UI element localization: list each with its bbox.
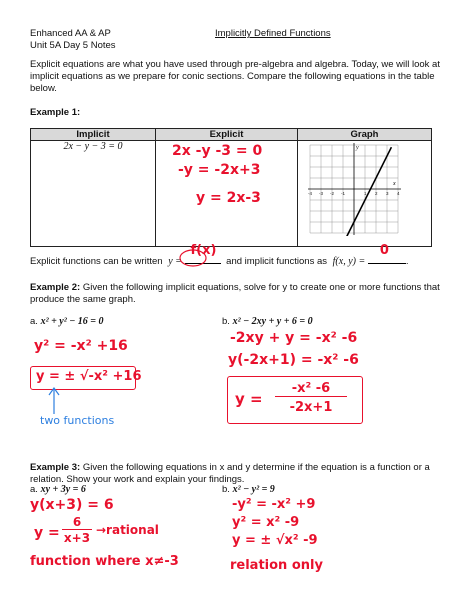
example3a-label: a.	[30, 484, 38, 495]
example3b-equation: x² − y² = 9	[232, 484, 275, 495]
example3a-y: y =	[34, 525, 60, 541]
example2a-answer: y = ± √-x² +16	[36, 369, 142, 384]
answer1: f(x)	[190, 243, 217, 258]
course-name: Enhanced AA & AP	[30, 28, 111, 39]
example2b-answer-lhs: y =	[235, 390, 263, 408]
example1-label: Example 1:	[30, 107, 81, 118]
x-tick: 3	[386, 191, 389, 196]
arrow-icon	[44, 386, 64, 416]
answer2: 0	[379, 243, 389, 258]
example2a-step1: y² = -x² +16	[34, 338, 128, 354]
page-title: Implicitly Defined Functions	[215, 28, 331, 39]
example3a-rational: →rational	[96, 523, 159, 537]
two-functions-note: two functions	[40, 414, 115, 427]
example3-text	[30, 462, 440, 486]
example3a-step1: y(x+3) = 6	[30, 497, 114, 513]
example3a-conclusion: function where x≠-3	[30, 554, 179, 569]
example3b-label: b.	[222, 484, 230, 495]
example3-instructions: Given the following equations in x and y determine if the equation is a function or a relation. Show your work and explain your findings.	[30, 462, 430, 485]
unit-label: Unit 5A Day 5 Notes	[30, 40, 116, 51]
example3-label: Example 3:	[30, 462, 81, 473]
example3b-conclusion: relation only	[230, 558, 323, 573]
x-tick: -4	[308, 191, 313, 196]
example2a-label: a.	[30, 316, 38, 327]
col-implicit: Implicit	[31, 129, 156, 141]
sentence-part2: and implicit functions as	[226, 256, 328, 267]
example3b-step3: y = ± √x² -9	[232, 533, 318, 548]
example3b-step1: -y² = -x² +9	[232, 497, 316, 512]
example3b-step2: y² = x² -9	[232, 515, 300, 530]
example2b	[222, 316, 313, 328]
example3a	[30, 484, 86, 496]
y-equals: y =	[168, 256, 182, 267]
example2a	[30, 316, 103, 328]
fxy-equals: f(x, y) =	[332, 256, 366, 267]
example2b-answer-den: -2x+1	[289, 400, 333, 415]
sentence-part1: Explicit functions can be written	[30, 256, 163, 267]
example3a-equation: xy + 3y = 6	[40, 484, 86, 495]
explicit-step-2: -y = -2x+3	[178, 162, 261, 178]
example1-graph	[306, 141, 402, 236]
col-graph: Graph	[298, 129, 432, 141]
x-tick: -1	[341, 191, 346, 196]
y-axis-label: y	[356, 145, 359, 151]
x-tick: 1	[364, 191, 367, 196]
x-tick: -3	[319, 191, 324, 196]
intro-paragraph: Explicit equations are what you have used through pre-algebra and algebra. Today, we will look at implicit equations as we prepare for conic sections. Compare the following equations in the table below.	[30, 59, 440, 94]
example2-text	[30, 282, 440, 306]
example2-label: Example 2:	[30, 282, 81, 293]
x-tick: 2	[375, 191, 378, 196]
x-tick: -2	[330, 191, 335, 196]
example2a-equation: x² + y² − 16 = 0	[40, 316, 104, 327]
answer1-circle	[178, 248, 208, 268]
col-explicit: Explicit	[156, 129, 298, 141]
example2b-label: b.	[222, 316, 230, 327]
implicit-cell	[31, 141, 156, 247]
implicit-equation: 2x − y − 3 = 0	[63, 141, 123, 152]
example3a-den: x+3	[63, 531, 91, 545]
explicit-sentence: Explicit functions can be written y = f(x) and implicit functions as f(x, y) = 0 .	[30, 243, 409, 267]
example3b	[222, 484, 275, 496]
answer2-blank	[368, 243, 406, 264]
example2-instructions: Given the following implicit equations, solve for y to create one or more functions that produce the same graph.	[30, 282, 440, 305]
example2b-equation: x² − 2xy + y + 6 = 0	[232, 316, 313, 327]
example2b-answer-num: -x² -6	[275, 381, 347, 397]
explicit-step-1: 2x -y -3 = 0	[172, 143, 263, 159]
explicit-step-3: y = 2x-3	[196, 190, 261, 206]
x-axis-label: x	[393, 181, 396, 187]
x-tick: 4	[397, 191, 400, 196]
example3a-num: 6	[62, 515, 92, 530]
example2b-step2: y(-2x+1) = -x² -6	[228, 352, 359, 368]
example2b-step1: -2xy + y = -x² -6	[230, 330, 358, 346]
